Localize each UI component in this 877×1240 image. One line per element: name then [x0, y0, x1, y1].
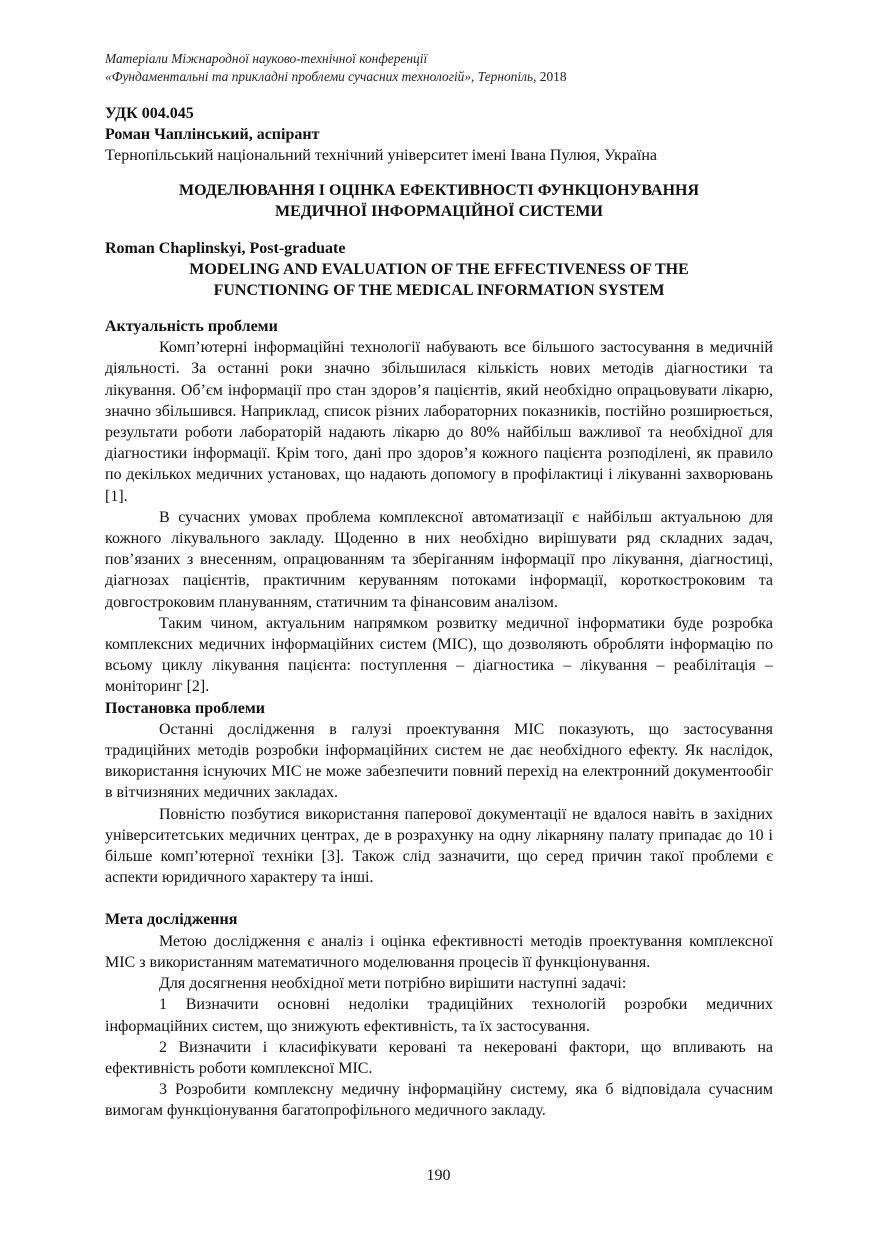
paragraph: Для досягнення необхідної мети потрібно вирішити наступні задачі:	[159, 975, 627, 993]
title-en-line-2: FUNCTIONING OF THE MEDICAL INFORMATION SYSTEM	[213, 282, 665, 299]
section-heading-research-goal: Мета дослідження	[105, 911, 238, 929]
running-header	[105, 50, 773, 86]
paragraph: 2 Визначити і класифікувати керовані та некеровані фактори, що впливають на ефективність роботи комплексної МІС.	[105, 1038, 773, 1077]
section-heading-relevance: Актуальність проблеми	[105, 318, 278, 335]
author-name: Роман Чаплінський, аспірант	[105, 126, 320, 143]
paper-title-english	[105, 259, 773, 301]
paragraph: В сучасних умовах проблема комплексної автоматизації є найбільш актуальною для кожного лікувального закладу. Щоденно в них необхідно вирішувати ряд складних задач, пов’язаних з внесенням, опрацюванням та зберіганням інформації про лікування, діагностиці, діагнозах пацієнтів, практичним керуванням потоками інформації, короткостроковим та довгостроковим плануванням, статичним та фінансовим аналізом.	[105, 508, 773, 611]
paragraph: Останні дослідження в галузі проектування МІС показують, що застосування традиційних методів розробки інформаційних систем не дає необхідного ефекту. Як наслідок, використання існуючих МІС не може забезпечити повний перехід на електронний документообіг в вітчизняних медичних закладах.	[105, 720, 773, 802]
affiliation: Тернопільський національний технічний університет імені Івана Пулюя, Україна	[105, 147, 657, 164]
paragraph: Метою дослідження є аналіз і оцінка ефективності методів проектування комплексної МІС з використанням математичного моделювання процесів її функціонування.	[105, 932, 773, 971]
paragraph: Таким чином, актуальним напрямком розвитку медичної інформатики буде розробка комплексних медичних інформаційних систем (МІС), що дозволяють обробляти інформацію по всьому циклу лікування пацієнта: поступлення – діагностика – лікування – реабілітація – моніторинг [2].	[105, 614, 773, 696]
spacer	[105, 888, 773, 909]
header-line-2	[105, 68, 773, 86]
header-year: 2018	[539, 69, 567, 84]
udk-code: УДК 004.045	[105, 105, 194, 122]
author-name-english: Roman Chaplinskyi, Post-graduate	[105, 240, 346, 257]
header-line-2-text: «Фундаментальні та прикладні проблеми сучасних технологій», Тернопіль,	[105, 69, 537, 84]
section-heading-problem-statement: Постановка проблеми	[105, 699, 265, 717]
title-en-line-1: MODELING AND EVALUATION OF THE EFFECTIVENESS OF THE	[189, 261, 689, 278]
paragraph: 1 Визначити основні недоліки традиційних технологій розробки медичних інформаційних систем, що знижують ефективність, та їх застосування.	[105, 996, 773, 1035]
paper-title-ukrainian	[105, 180, 773, 222]
paragraph: Комп’ютерні інформаційні технології набувають все більшого застосування в медичній діяльності. За останні роки значно збільшилася кількість нових методів діагностики та лікування. Об’єм інформації про стан здоров’я пацієнтів, який необхідно опрацьовувати лікарю, значно збільшився. Наприклад, список різних лабораторних показників, постійно розширюється, результати роботи лабораторій надають лікарю до 80% найбільш важливої та необхідної для діагностики інформації. Крім того, дані про здоров’я кожного пацієнта розподілені, як правило по декількох медичних установах, що надають допомогу в профілактиці і лікуванні захворювань [1].	[105, 339, 773, 505]
title-uk-line-2: МЕДИЧНОЇ ІНФОРМАЦІЙНОЇ СИСТЕМИ	[275, 203, 603, 220]
header-line-1: Матеріали Міжнародної науково-технічної конференції	[105, 51, 428, 66]
paragraph: Повністю позбутися використання паперової документації не вдалося навіть в західних університетських медичних центрах, де в розрахунку на одну лікарняну палату припадає до 10 і більше комп’ютерної техніки [3]. Також слід зазначити, що серед причин такої проблеми є аспекти юридичного характеру та інші.	[105, 805, 773, 887]
title-uk-line-1: МОДЕЛЮВАННЯ І ОЦІНКА ЕФЕКТИВНОСТІ ФУНКЦІОНУВАННЯ	[178, 182, 700, 199]
paper-body	[105, 316, 773, 1122]
paragraph: 3 Розробити комплексну медичну інформаційну систему, яка б відповідала сучасним вимогам функціонування багатопрофільного медичного закладу.	[105, 1081, 773, 1120]
page-number: 190	[426, 1167, 451, 1184]
